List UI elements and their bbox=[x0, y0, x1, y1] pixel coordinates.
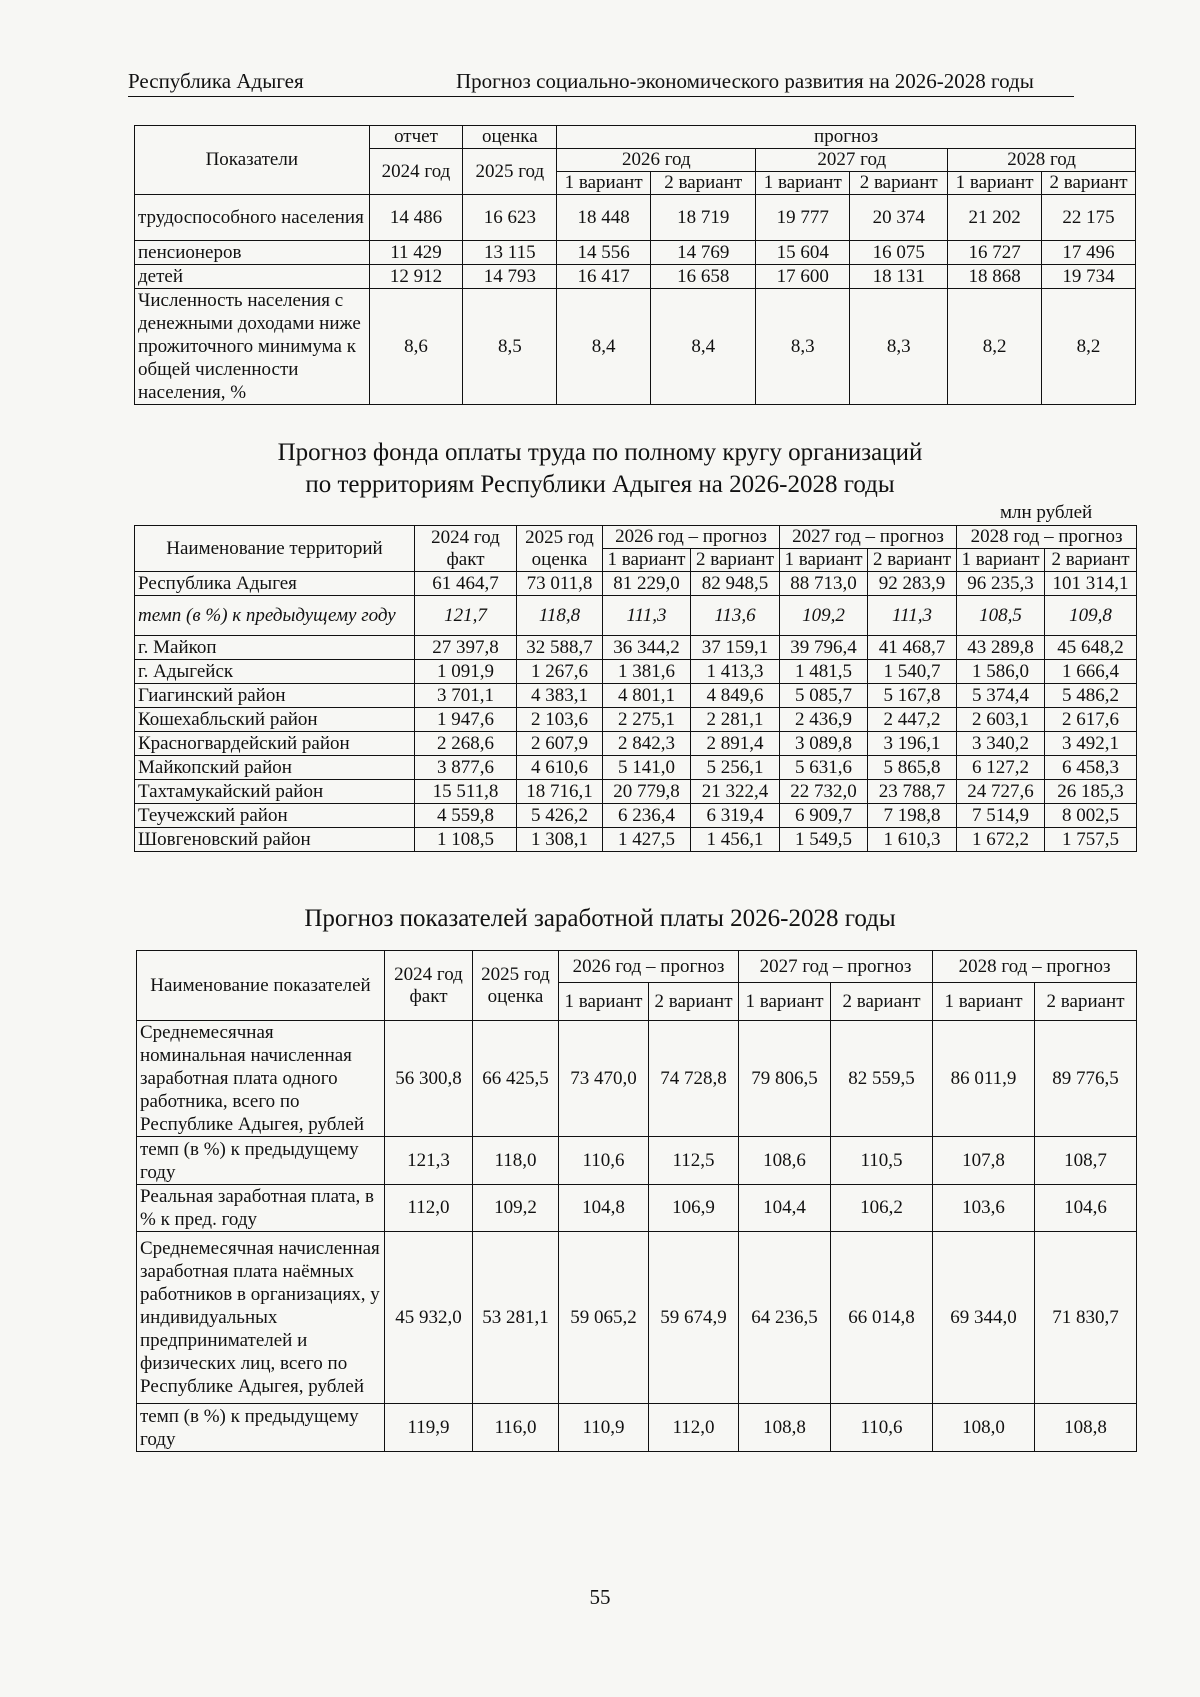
value-cell: 108,8 bbox=[739, 1404, 831, 1452]
row-label: детей bbox=[135, 265, 370, 289]
value-cell: 73 011,8 bbox=[517, 572, 603, 596]
wage-fund-title-line-2: по территориям Республики Адыгея на 2026-2028 годы bbox=[305, 471, 895, 498]
value-cell: 1 381,6 bbox=[603, 660, 691, 684]
table-row bbox=[135, 265, 1136, 289]
row-label: темп (в %) к предыдущему году bbox=[137, 1137, 385, 1185]
value-cell: 106,2 bbox=[831, 1185, 933, 1232]
col-header-2025: 2025 год оценка bbox=[473, 951, 559, 1021]
value-cell: 71 830,7 bbox=[1035, 1232, 1137, 1404]
value-cell: 18 448 bbox=[557, 195, 651, 241]
value-cell: 64 236,5 bbox=[739, 1232, 831, 1404]
col-header-2025: 2025 год оценка bbox=[517, 526, 603, 572]
value-cell: 8,4 bbox=[651, 289, 756, 405]
value-cell: 45 932,0 bbox=[385, 1232, 473, 1404]
value-cell: 109,8 bbox=[1045, 596, 1137, 636]
value-cell: 1 672,2 bbox=[957, 828, 1045, 852]
value-cell: 109,2 bbox=[473, 1185, 559, 1232]
col-header-variant-1: 1 вариант bbox=[557, 172, 651, 195]
value-cell: 112,0 bbox=[649, 1404, 739, 1452]
col-header-variant-1: 1 вариант bbox=[948, 172, 1042, 195]
table-row bbox=[137, 1137, 1137, 1185]
value-cell: 1 947,6 bbox=[415, 708, 517, 732]
table-row bbox=[135, 780, 1137, 804]
value-cell: 113,6 bbox=[691, 596, 780, 636]
header-region: Республика Адыгея bbox=[128, 69, 304, 93]
value-cell: 5 426,2 bbox=[517, 804, 603, 828]
value-cell: 8,4 bbox=[557, 289, 651, 405]
value-cell: 23 788,7 bbox=[868, 780, 957, 804]
value-cell: 1 540,7 bbox=[868, 660, 957, 684]
value-cell: 1 481,5 bbox=[780, 660, 868, 684]
col-header-variant-2: 2 вариант bbox=[1035, 983, 1137, 1021]
page-header bbox=[128, 66, 1074, 97]
col-header-report: отчет bbox=[369, 126, 463, 149]
row-label: Шовгеновский район bbox=[135, 828, 415, 852]
value-cell: 108,6 bbox=[739, 1137, 831, 1185]
salary-title: Прогноз показателей заработной платы 2026-2028 годы bbox=[304, 905, 896, 932]
col-header-2026: 2026 год – прогноз bbox=[559, 951, 739, 983]
value-cell: 1 757,5 bbox=[1045, 828, 1137, 852]
value-cell: 16 623 bbox=[463, 195, 557, 241]
value-cell: 79 806,5 bbox=[739, 1021, 831, 1137]
value-cell: 1 267,6 bbox=[517, 660, 603, 684]
value-cell: 2 268,6 bbox=[415, 732, 517, 756]
value-cell: 106,9 bbox=[649, 1185, 739, 1232]
col-header-2026: 2026 год bbox=[557, 149, 756, 172]
value-cell: 2 103,6 bbox=[517, 708, 603, 732]
value-cell: 15 511,8 bbox=[415, 780, 517, 804]
table-row bbox=[135, 684, 1137, 708]
value-cell: 1 456,1 bbox=[691, 828, 780, 852]
col-header-variant-1: 1 вариант bbox=[933, 983, 1035, 1021]
value-cell: 1 413,3 bbox=[691, 660, 780, 684]
value-cell: 4 849,6 bbox=[691, 684, 780, 708]
value-cell: 104,4 bbox=[739, 1185, 831, 1232]
page-number: 55 bbox=[589, 1585, 611, 1609]
value-cell: 21 202 bbox=[948, 195, 1042, 241]
table-row bbox=[135, 828, 1137, 852]
value-cell: 8,3 bbox=[850, 289, 948, 405]
value-cell: 22 175 bbox=[1042, 195, 1136, 241]
value-cell: 17 496 bbox=[1042, 241, 1136, 265]
col-header-indicator-name: Наименование показателей bbox=[137, 951, 385, 1021]
col-header-2027: 2027 год – прогноз bbox=[780, 526, 957, 549]
row-label: Реальная заработная плата, в % к пред. году bbox=[137, 1185, 385, 1232]
row-label: трудоспособного населения bbox=[135, 195, 370, 241]
value-cell: 111,3 bbox=[603, 596, 691, 636]
value-cell: 16 658 bbox=[651, 265, 756, 289]
value-cell: 2 603,1 bbox=[957, 708, 1045, 732]
value-cell: 22 732,0 bbox=[780, 780, 868, 804]
table-row bbox=[135, 708, 1137, 732]
value-cell: 103,6 bbox=[933, 1185, 1035, 1232]
table-row bbox=[135, 241, 1136, 265]
value-cell: 18 868 bbox=[948, 265, 1042, 289]
value-cell: 86 011,9 bbox=[933, 1021, 1035, 1137]
value-cell: 6 909,7 bbox=[780, 804, 868, 828]
value-cell: 6 127,2 bbox=[957, 756, 1045, 780]
value-cell: 18 719 bbox=[651, 195, 756, 241]
value-cell: 5 374,4 bbox=[957, 684, 1045, 708]
salary-table bbox=[136, 950, 1137, 1452]
value-cell: 96 235,3 bbox=[957, 572, 1045, 596]
value-cell: 118,8 bbox=[517, 596, 603, 636]
value-cell: 112,0 bbox=[385, 1185, 473, 1232]
table-row bbox=[135, 572, 1137, 596]
value-cell: 20 779,8 bbox=[603, 780, 691, 804]
col-header-variant-2: 2 вариант bbox=[691, 549, 780, 572]
value-cell: 16 417 bbox=[557, 265, 651, 289]
value-cell: 3 492,1 bbox=[1045, 732, 1137, 756]
value-cell: 110,6 bbox=[831, 1404, 933, 1452]
row-label: темп (в %) к предыдущему году bbox=[135, 596, 415, 636]
value-cell: 3 877,6 bbox=[415, 756, 517, 780]
row-label: Тахтамукайский район bbox=[135, 780, 415, 804]
value-cell: 8,5 bbox=[463, 289, 557, 405]
value-cell: 6 236,4 bbox=[603, 804, 691, 828]
row-label: Теучежский район bbox=[135, 804, 415, 828]
row-label: Красногвардейский район bbox=[135, 732, 415, 756]
value-cell: 116,0 bbox=[473, 1404, 559, 1452]
value-cell: 89 776,5 bbox=[1035, 1021, 1137, 1137]
col-header-variant-2: 2 вариант bbox=[850, 172, 948, 195]
value-cell: 108,0 bbox=[933, 1404, 1035, 1452]
value-cell: 6 319,4 bbox=[691, 804, 780, 828]
col-header-variant-2: 2 вариант bbox=[868, 549, 957, 572]
wage-fund-table bbox=[134, 525, 1137, 852]
row-label: г. Адыгейск bbox=[135, 660, 415, 684]
value-cell: 18 716,1 bbox=[517, 780, 603, 804]
value-cell: 5 486,2 bbox=[1045, 684, 1137, 708]
value-cell: 21 322,4 bbox=[691, 780, 780, 804]
value-cell: 5 256,1 bbox=[691, 756, 780, 780]
row-label: Численность населения с денежными доходами ниже прожиточного минимума к общей численности населения, % bbox=[135, 289, 370, 405]
col-header-2028: 2028 год – прогноз bbox=[933, 951, 1137, 983]
value-cell: 81 229,0 bbox=[603, 572, 691, 596]
value-cell: 8,2 bbox=[948, 289, 1042, 405]
col-header-forecast: прогноз bbox=[557, 126, 1136, 149]
table-row bbox=[137, 1232, 1137, 1404]
value-cell: 16 727 bbox=[948, 241, 1042, 265]
value-cell: 107,8 bbox=[933, 1137, 1035, 1185]
value-cell: 26 185,3 bbox=[1045, 780, 1137, 804]
value-cell: 1 586,0 bbox=[957, 660, 1045, 684]
col-header-variant-1: 1 вариант bbox=[780, 549, 868, 572]
table-row bbox=[137, 1021, 1137, 1137]
value-cell: 1 666,4 bbox=[1045, 660, 1137, 684]
value-cell: 3 701,1 bbox=[415, 684, 517, 708]
value-cell: 2 436,9 bbox=[780, 708, 868, 732]
value-cell: 74 728,8 bbox=[649, 1021, 739, 1137]
value-cell: 1 549,5 bbox=[780, 828, 868, 852]
value-cell: 2 281,1 bbox=[691, 708, 780, 732]
value-cell: 2 891,4 bbox=[691, 732, 780, 756]
value-cell: 4 559,8 bbox=[415, 804, 517, 828]
value-cell: 13 115 bbox=[463, 241, 557, 265]
table-row bbox=[135, 660, 1137, 684]
value-cell: 5 141,0 bbox=[603, 756, 691, 780]
table-row bbox=[135, 756, 1137, 780]
value-cell: 112,5 bbox=[649, 1137, 739, 1185]
value-cell: 66 014,8 bbox=[831, 1232, 933, 1404]
row-label: Майкопский район bbox=[135, 756, 415, 780]
value-cell: 8,6 bbox=[369, 289, 463, 405]
value-cell: 56 300,8 bbox=[385, 1021, 473, 1137]
value-cell: 2 447,2 bbox=[868, 708, 957, 732]
value-cell: 109,2 bbox=[780, 596, 868, 636]
col-header-2026: 2026 год – прогноз bbox=[603, 526, 780, 549]
table-row bbox=[137, 1185, 1137, 1232]
value-cell: 108,8 bbox=[1035, 1404, 1137, 1452]
value-cell: 118,0 bbox=[473, 1137, 559, 1185]
value-cell: 8 002,5 bbox=[1045, 804, 1137, 828]
value-cell: 27 397,8 bbox=[415, 636, 517, 660]
value-cell: 108,5 bbox=[957, 596, 1045, 636]
col-header-2024: 2024 год факт bbox=[385, 951, 473, 1021]
value-cell: 101 314,1 bbox=[1045, 572, 1137, 596]
value-cell: 121,3 bbox=[385, 1137, 473, 1185]
value-cell: 14 769 bbox=[651, 241, 756, 265]
value-cell: 37 159,1 bbox=[691, 636, 780, 660]
row-label: темп (в %) к предыдущему году bbox=[137, 1404, 385, 1452]
table-row bbox=[135, 636, 1137, 660]
value-cell: 3 196,1 bbox=[868, 732, 957, 756]
col-header-variant-1: 1 вариант bbox=[603, 549, 691, 572]
value-cell: 7 514,9 bbox=[957, 804, 1045, 828]
col-header-2024: 2024 год bbox=[369, 149, 463, 195]
table-row bbox=[135, 804, 1137, 828]
value-cell: 15 604 bbox=[756, 241, 850, 265]
col-header-variant-2: 2 вариант bbox=[651, 172, 756, 195]
col-header-variant-2: 2 вариант bbox=[831, 983, 933, 1021]
value-cell: 110,5 bbox=[831, 1137, 933, 1185]
value-cell: 14 556 bbox=[557, 241, 651, 265]
header-doc-title: Прогноз социально-экономического развития на 2026-2028 годы bbox=[456, 69, 1034, 93]
value-cell: 4 610,6 bbox=[517, 756, 603, 780]
col-header-estimate: оценка bbox=[463, 126, 557, 149]
value-cell: 5 865,8 bbox=[868, 756, 957, 780]
col-header-indicators: Показатели bbox=[135, 126, 370, 195]
value-cell: 1 610,3 bbox=[868, 828, 957, 852]
row-label: Республика Адыгея bbox=[135, 572, 415, 596]
value-cell: 36 344,2 bbox=[603, 636, 691, 660]
value-cell: 66 425,5 bbox=[473, 1021, 559, 1137]
row-label: Гиагинский район bbox=[135, 684, 415, 708]
value-cell: 14 486 bbox=[369, 195, 463, 241]
col-header-variant-2: 2 вариант bbox=[1045, 549, 1137, 572]
col-header-variant-1: 1 вариант bbox=[559, 983, 649, 1021]
value-cell: 2 617,6 bbox=[1045, 708, 1137, 732]
value-cell: 2 842,3 bbox=[603, 732, 691, 756]
value-cell: 59 674,9 bbox=[649, 1232, 739, 1404]
col-header-variant-1: 1 вариант bbox=[756, 172, 850, 195]
value-cell: 82 559,5 bbox=[831, 1021, 933, 1137]
value-cell: 8,2 bbox=[1042, 289, 1136, 405]
value-cell: 104,6 bbox=[1035, 1185, 1137, 1232]
table-row bbox=[135, 195, 1136, 241]
value-cell: 59 065,2 bbox=[559, 1232, 649, 1404]
value-cell: 43 289,8 bbox=[957, 636, 1045, 660]
value-cell: 2 275,1 bbox=[603, 708, 691, 732]
col-header-2027: 2027 год – прогноз bbox=[739, 951, 933, 983]
value-cell: 14 793 bbox=[463, 265, 557, 289]
col-header-2024: 2024 год факт bbox=[415, 526, 517, 572]
value-cell: 110,9 bbox=[559, 1404, 649, 1452]
value-cell: 1 308,1 bbox=[517, 828, 603, 852]
value-cell: 41 468,7 bbox=[868, 636, 957, 660]
row-label: Среднемесячная номинальная начисленная заработная плата одного работника, всего по Республике Адыгея, рублей bbox=[137, 1021, 385, 1137]
table-row bbox=[137, 1404, 1137, 1452]
value-cell: 16 075 bbox=[850, 241, 948, 265]
value-cell: 73 470,0 bbox=[559, 1021, 649, 1137]
value-cell: 5 085,7 bbox=[780, 684, 868, 708]
value-cell: 1 091,9 bbox=[415, 660, 517, 684]
value-cell: 121,7 bbox=[415, 596, 517, 636]
col-header-2028: 2028 год bbox=[948, 149, 1136, 172]
value-cell: 92 283,9 bbox=[868, 572, 957, 596]
table-row bbox=[135, 596, 1137, 636]
value-cell: 32 588,7 bbox=[517, 636, 603, 660]
row-label: г. Майкоп bbox=[135, 636, 415, 660]
value-cell: 2 607,9 bbox=[517, 732, 603, 756]
value-cell: 39 796,4 bbox=[780, 636, 868, 660]
table-row bbox=[135, 732, 1137, 756]
col-header-variant-2: 2 вариант bbox=[1042, 172, 1136, 195]
population-table bbox=[134, 125, 1136, 405]
value-cell: 11 429 bbox=[369, 241, 463, 265]
value-cell: 3 089,8 bbox=[780, 732, 868, 756]
value-cell: 4 383,1 bbox=[517, 684, 603, 708]
value-cell: 1 427,5 bbox=[603, 828, 691, 852]
value-cell: 1 108,5 bbox=[415, 828, 517, 852]
value-cell: 88 713,0 bbox=[780, 572, 868, 596]
col-header-variant-2: 2 вариант bbox=[649, 983, 739, 1021]
value-cell: 12 912 bbox=[369, 265, 463, 289]
col-header-2025: 2025 год bbox=[463, 149, 557, 195]
col-header-2028: 2028 год – прогноз bbox=[957, 526, 1137, 549]
wage-fund-title-line-1: Прогноз фонда оплаты труда по полному кругу организаций bbox=[277, 439, 923, 466]
col-header-territory: Наименование территорий bbox=[135, 526, 415, 572]
value-cell: 119,9 bbox=[385, 1404, 473, 1452]
value-cell: 108,7 bbox=[1035, 1137, 1137, 1185]
value-cell: 69 344,0 bbox=[933, 1232, 1035, 1404]
value-cell: 7 198,8 bbox=[868, 804, 957, 828]
row-label: Кошехабльский район bbox=[135, 708, 415, 732]
value-cell: 6 458,3 bbox=[1045, 756, 1137, 780]
value-cell: 82 948,5 bbox=[691, 572, 780, 596]
value-cell: 19 777 bbox=[756, 195, 850, 241]
value-cell: 45 648,2 bbox=[1045, 636, 1137, 660]
value-cell: 8,3 bbox=[756, 289, 850, 405]
value-cell: 111,3 bbox=[868, 596, 957, 636]
col-header-variant-1: 1 вариант bbox=[957, 549, 1045, 572]
value-cell: 3 340,2 bbox=[957, 732, 1045, 756]
wage-fund-unit: млн рублей bbox=[1000, 502, 1093, 523]
value-cell: 110,6 bbox=[559, 1137, 649, 1185]
value-cell: 24 727,6 bbox=[957, 780, 1045, 804]
col-header-variant-1: 1 вариант bbox=[739, 983, 831, 1021]
value-cell: 5 631,6 bbox=[780, 756, 868, 780]
value-cell: 17 600 bbox=[756, 265, 850, 289]
value-cell: 104,8 bbox=[559, 1185, 649, 1232]
table-row bbox=[135, 289, 1136, 405]
value-cell: 20 374 bbox=[850, 195, 948, 241]
row-label: Среднемесячная начисленная заработная плата наёмных работников в организациях, у индивидуальных предпринимателей и физических лиц, всего по Республике Адыгея, рублей bbox=[137, 1232, 385, 1404]
value-cell: 18 131 bbox=[850, 265, 948, 289]
value-cell: 61 464,7 bbox=[415, 572, 517, 596]
value-cell: 19 734 bbox=[1042, 265, 1136, 289]
row-label: пенсионеров bbox=[135, 241, 370, 265]
value-cell: 4 801,1 bbox=[603, 684, 691, 708]
col-header-2027: 2027 год bbox=[756, 149, 948, 172]
value-cell: 5 167,8 bbox=[868, 684, 957, 708]
value-cell: 53 281,1 bbox=[473, 1232, 559, 1404]
